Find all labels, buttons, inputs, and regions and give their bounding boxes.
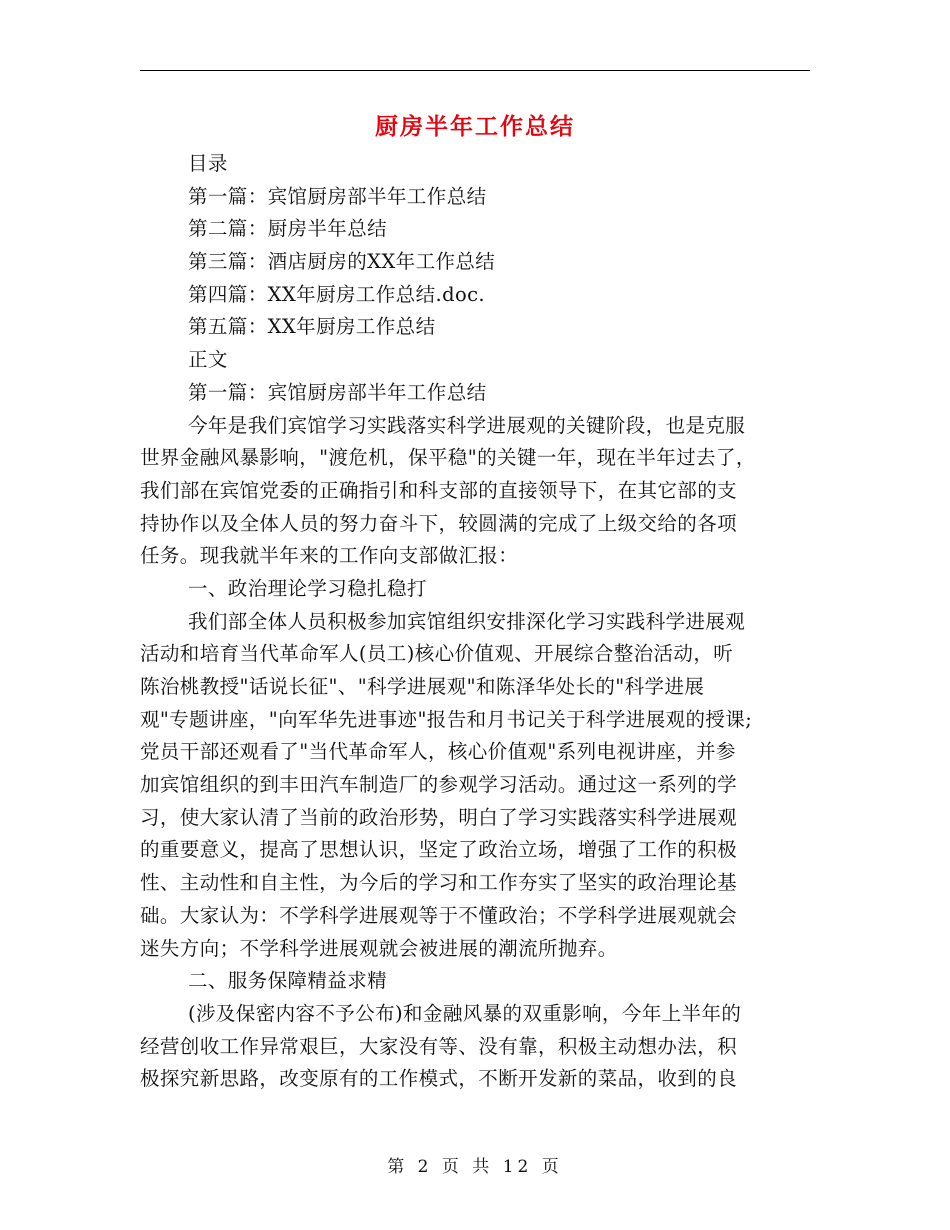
text-line: 性、主动性和自主性，为今后的学习和工作夯实了坚实的政治理论基 xyxy=(140,871,738,895)
text-line: 任务。现我就半年来的工作向支部做汇报： xyxy=(140,544,519,568)
text-line: 第二篇：厨房半年总结 xyxy=(188,217,388,241)
text-line: 第三篇：酒店厨房的XX年工作总结 xyxy=(188,250,496,274)
text-line: 加宾馆组织的到丰田汽车制造厂的参观学习活动。通过这一系列的学 xyxy=(140,773,738,797)
text-line: 第四篇：XX年厨房工作总结.doc. xyxy=(188,282,486,306)
text-line: 我们部全体人员积极参加宾馆组织安排深化学习实践科学进展观 xyxy=(188,609,746,633)
text-line: 目录 xyxy=(188,152,228,175)
text-line: 习，使大家认清了当前的政治形势，明白了学习实践落实科学进展观 xyxy=(140,805,738,829)
text-line: 二、服务保障精益求精 xyxy=(188,969,388,993)
text-line: 活动和培育当代革命军人(员工)核心价值观、开展综合整治活动，听 xyxy=(140,642,734,666)
text-line: 我们部在宾馆党委的正确指引和科支部的直接领导下，在其它部的支 xyxy=(140,478,738,502)
text-line: 极探究新思路，改变原有的工作模式，不断开发新的菜品，收到的良 xyxy=(140,1067,738,1091)
document-body xyxy=(140,148,815,1096)
text-line: 陈治桃教授"话说长征"、"科学进展观"和陈泽华处长的"科学进展 xyxy=(140,675,705,698)
text-line: 迷失方向；不学科学进展观就会被进展的潮流所抛弃。 xyxy=(140,936,618,960)
text-line: 的重要意义，提高了思想认识，坚定了政治立场，增强了工作的积极 xyxy=(140,838,738,862)
document-title: 厨房半年工作总结 xyxy=(375,113,575,140)
text-line: 党员干部还观看了"当代革命军人，核心价值观"系列电视讲座，并参 xyxy=(140,740,736,764)
text-line: 一、政治理论学习稳扎稳打 xyxy=(188,576,427,600)
header-rule xyxy=(140,70,810,71)
page-number: 第 2 页 共 12 页 xyxy=(387,1157,563,1177)
text-line: 第一篇：宾馆厨房部半年工作总结 xyxy=(188,380,487,404)
text-line: 今年是我们宾馆学习实践落实科学进展观的关键阶段，也是克服 xyxy=(188,413,746,437)
text-line: 观"专题讲座，"向军华先进事迹"报告和月书记关于科学进展观的授课; xyxy=(140,707,753,731)
text-line: 础。大家认为：不学科学进展观等于不懂政治；不学科学进展观就会 xyxy=(140,903,738,927)
text-line: 第一篇：宾馆厨房部半年工作总结 xyxy=(188,184,487,208)
text-line: 经营创收工作异常艰巨，大家没有等、没有靠，积极主动想办法，积 xyxy=(140,1034,738,1058)
text-line: 世界金融风暴影响，"渡危机，保平稳"的关键一年，现在半年过去了， xyxy=(140,446,756,470)
text-line: (涉及保密内容不予公布)和金融风暴的双重影响，今年上半年的 xyxy=(188,1001,742,1025)
text-line: 正文 xyxy=(188,348,228,372)
text-line: 持协作以及全体人员的努力奋斗下，较圆满的完成了上级交给的各项 xyxy=(140,511,738,535)
text-line: 第五篇：XX年厨房工作总结 xyxy=(188,315,436,339)
